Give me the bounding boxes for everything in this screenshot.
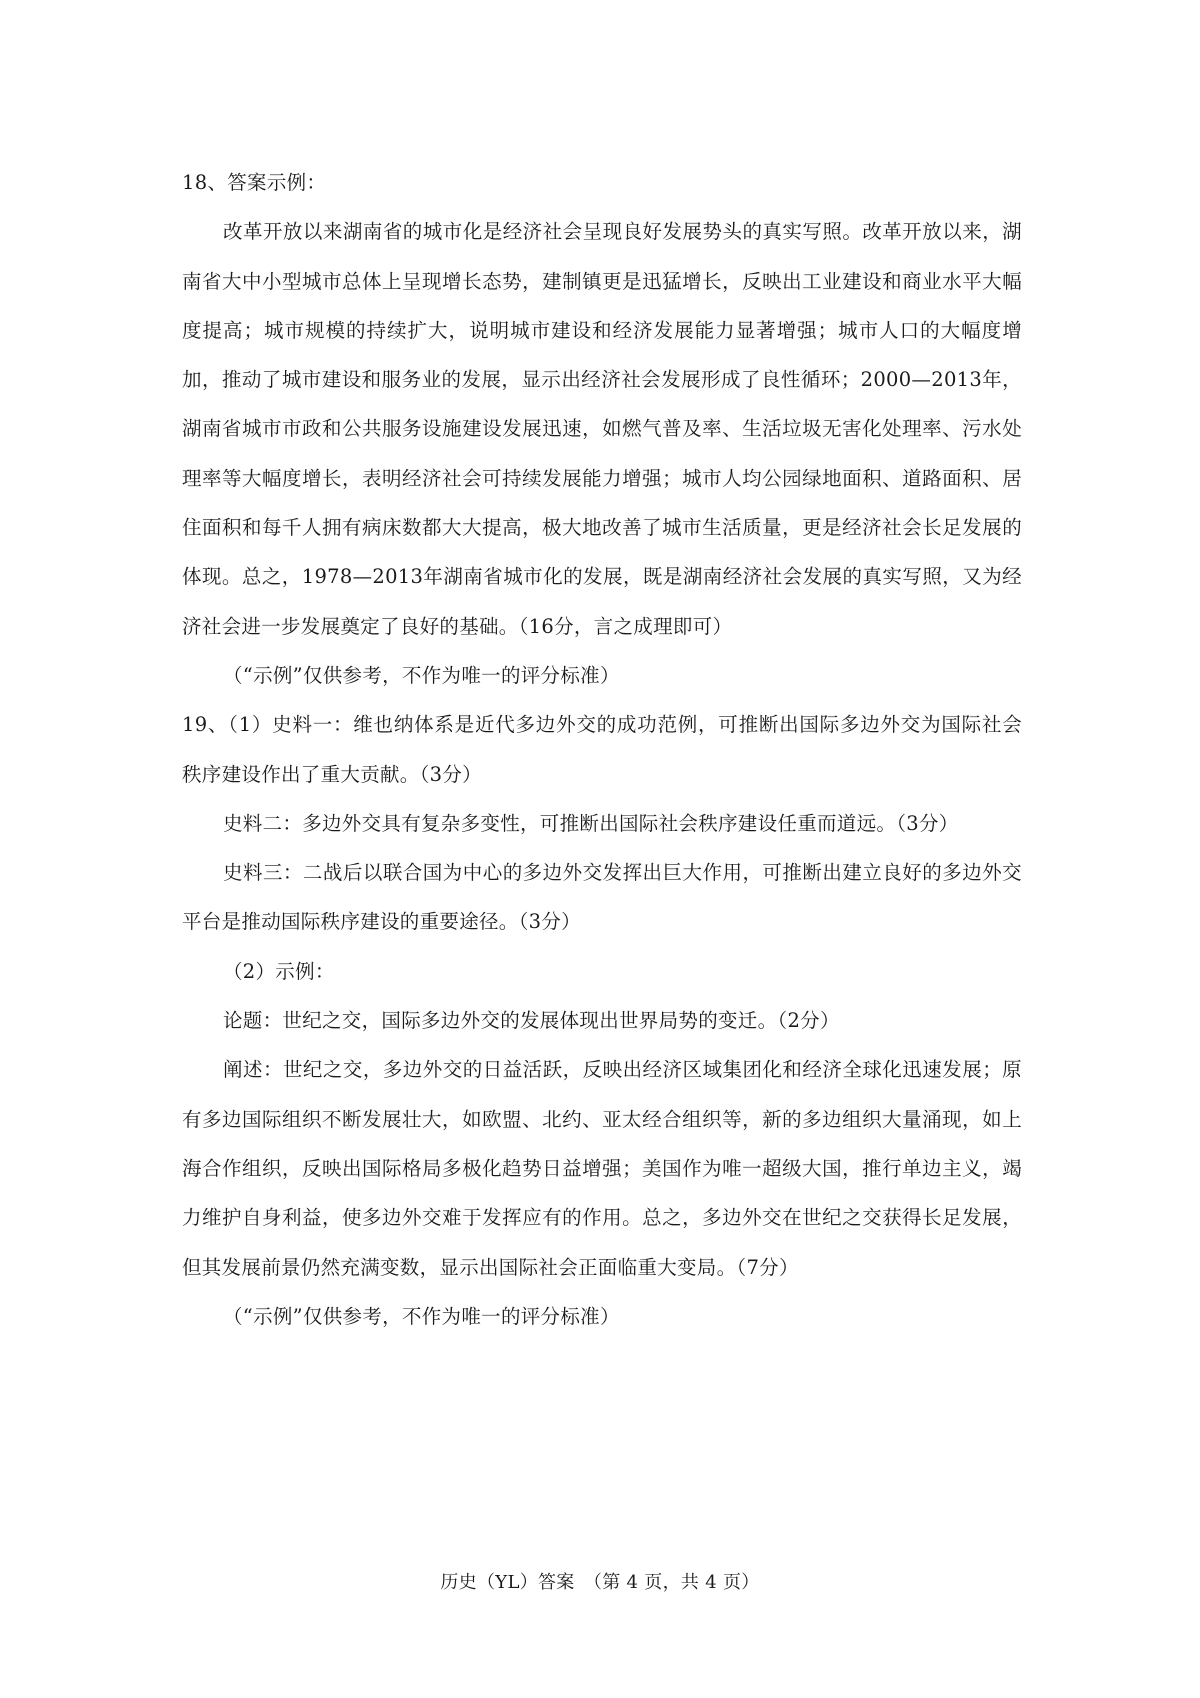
q19-part1-material2: 史料二：多边外交具有复杂多变性，可推断出国际社会秩序建设任重而道远。（3分）: [223, 811, 959, 835]
q18-heading: 18、答案示例：: [182, 171, 327, 194]
q19-part1-material1: 19、（1）史料一：维也纳体系是近代多边外交的成功范例，可推断出国际多边外交为国际社会秩序建设作出了重大贡献。（3分）: [182, 713, 1022, 786]
footer-text: 历史（YL）答案 （第 4 页，共 4 页）: [440, 1572, 760, 1593]
page-footer: [0, 1568, 1200, 1594]
q18-answer: 改革开放以来湖南省的城市化是经济社会呈现良好发展势头的真实写照。改革开放以来，湖南省大中小型城市总体上呈现增长态势，建制镇更是迅猛增长，反映出工业建设和商业水平大幅度提高；城市规模的持续扩大，说明城市建设和经济发展能力显著增强；城市人口的大幅度增加，推动了城市建设和服务业的发展，显示出经济社会发展形成了良性循环；2000—2013年，湖南省城市市政和公共服务设施建设发展迅速，如燃气普及率、生活垃圾无害化处理率、污水处理率等大幅度增长，表明经济社会可持续发展能力增强；城市人均公园绿地面积、道路面积、居住面积和每千人拥有病床数都大大提高，极大地改善了城市生活质量，更是经济社会长足发展的体现。总之，1978—2013年湖南省城市化的发展，既是湖南经济社会发展的真实写照，又为经济社会进一步发展奠定了良好的基础。（16分，言之成理即可）: [182, 220, 1022, 638]
answer-content: [182, 158, 1022, 1341]
q19-note: （“示例”仅供参考，不作为唯一的评分标准）: [223, 1304, 620, 1328]
q19-thesis: 论题：世纪之交，国际多边外交的发展体现出世界局势的变迁。（2分）: [223, 1009, 840, 1033]
q18-note: （“示例”仅供参考，不作为唯一的评分标准）: [223, 663, 620, 687]
q19-part2-heading: （2）示例：: [223, 959, 335, 983]
q19-elaboration: 阐述：世纪之交，多边外交的日益活跃，反映出经济区域集团化和经济全球化迅速发展；原有多边国际组织不断发展壮大，如欧盟、北约、亚太经合组织等，新的多边组织大量涌现，如上海合作组织，反映出国际格局多极化趋势日益增强；美国作为唯一超级大国，推行单边主义，竭力维护自身利益，使多边外交难于发挥应有的作用。总之，多边外交在世纪之交获得长足发展，但其发展前景仍然充满变数，显示出国际社会正面临重大变局。（7分）: [182, 1058, 1022, 1279]
q19-part1-material3: 史料三：二战后以联合国为中心的多边外交发挥出巨大作用，可推断出建立良好的多边外交平台是推动国际秩序建设的重要途径。（3分）: [182, 861, 1022, 934]
